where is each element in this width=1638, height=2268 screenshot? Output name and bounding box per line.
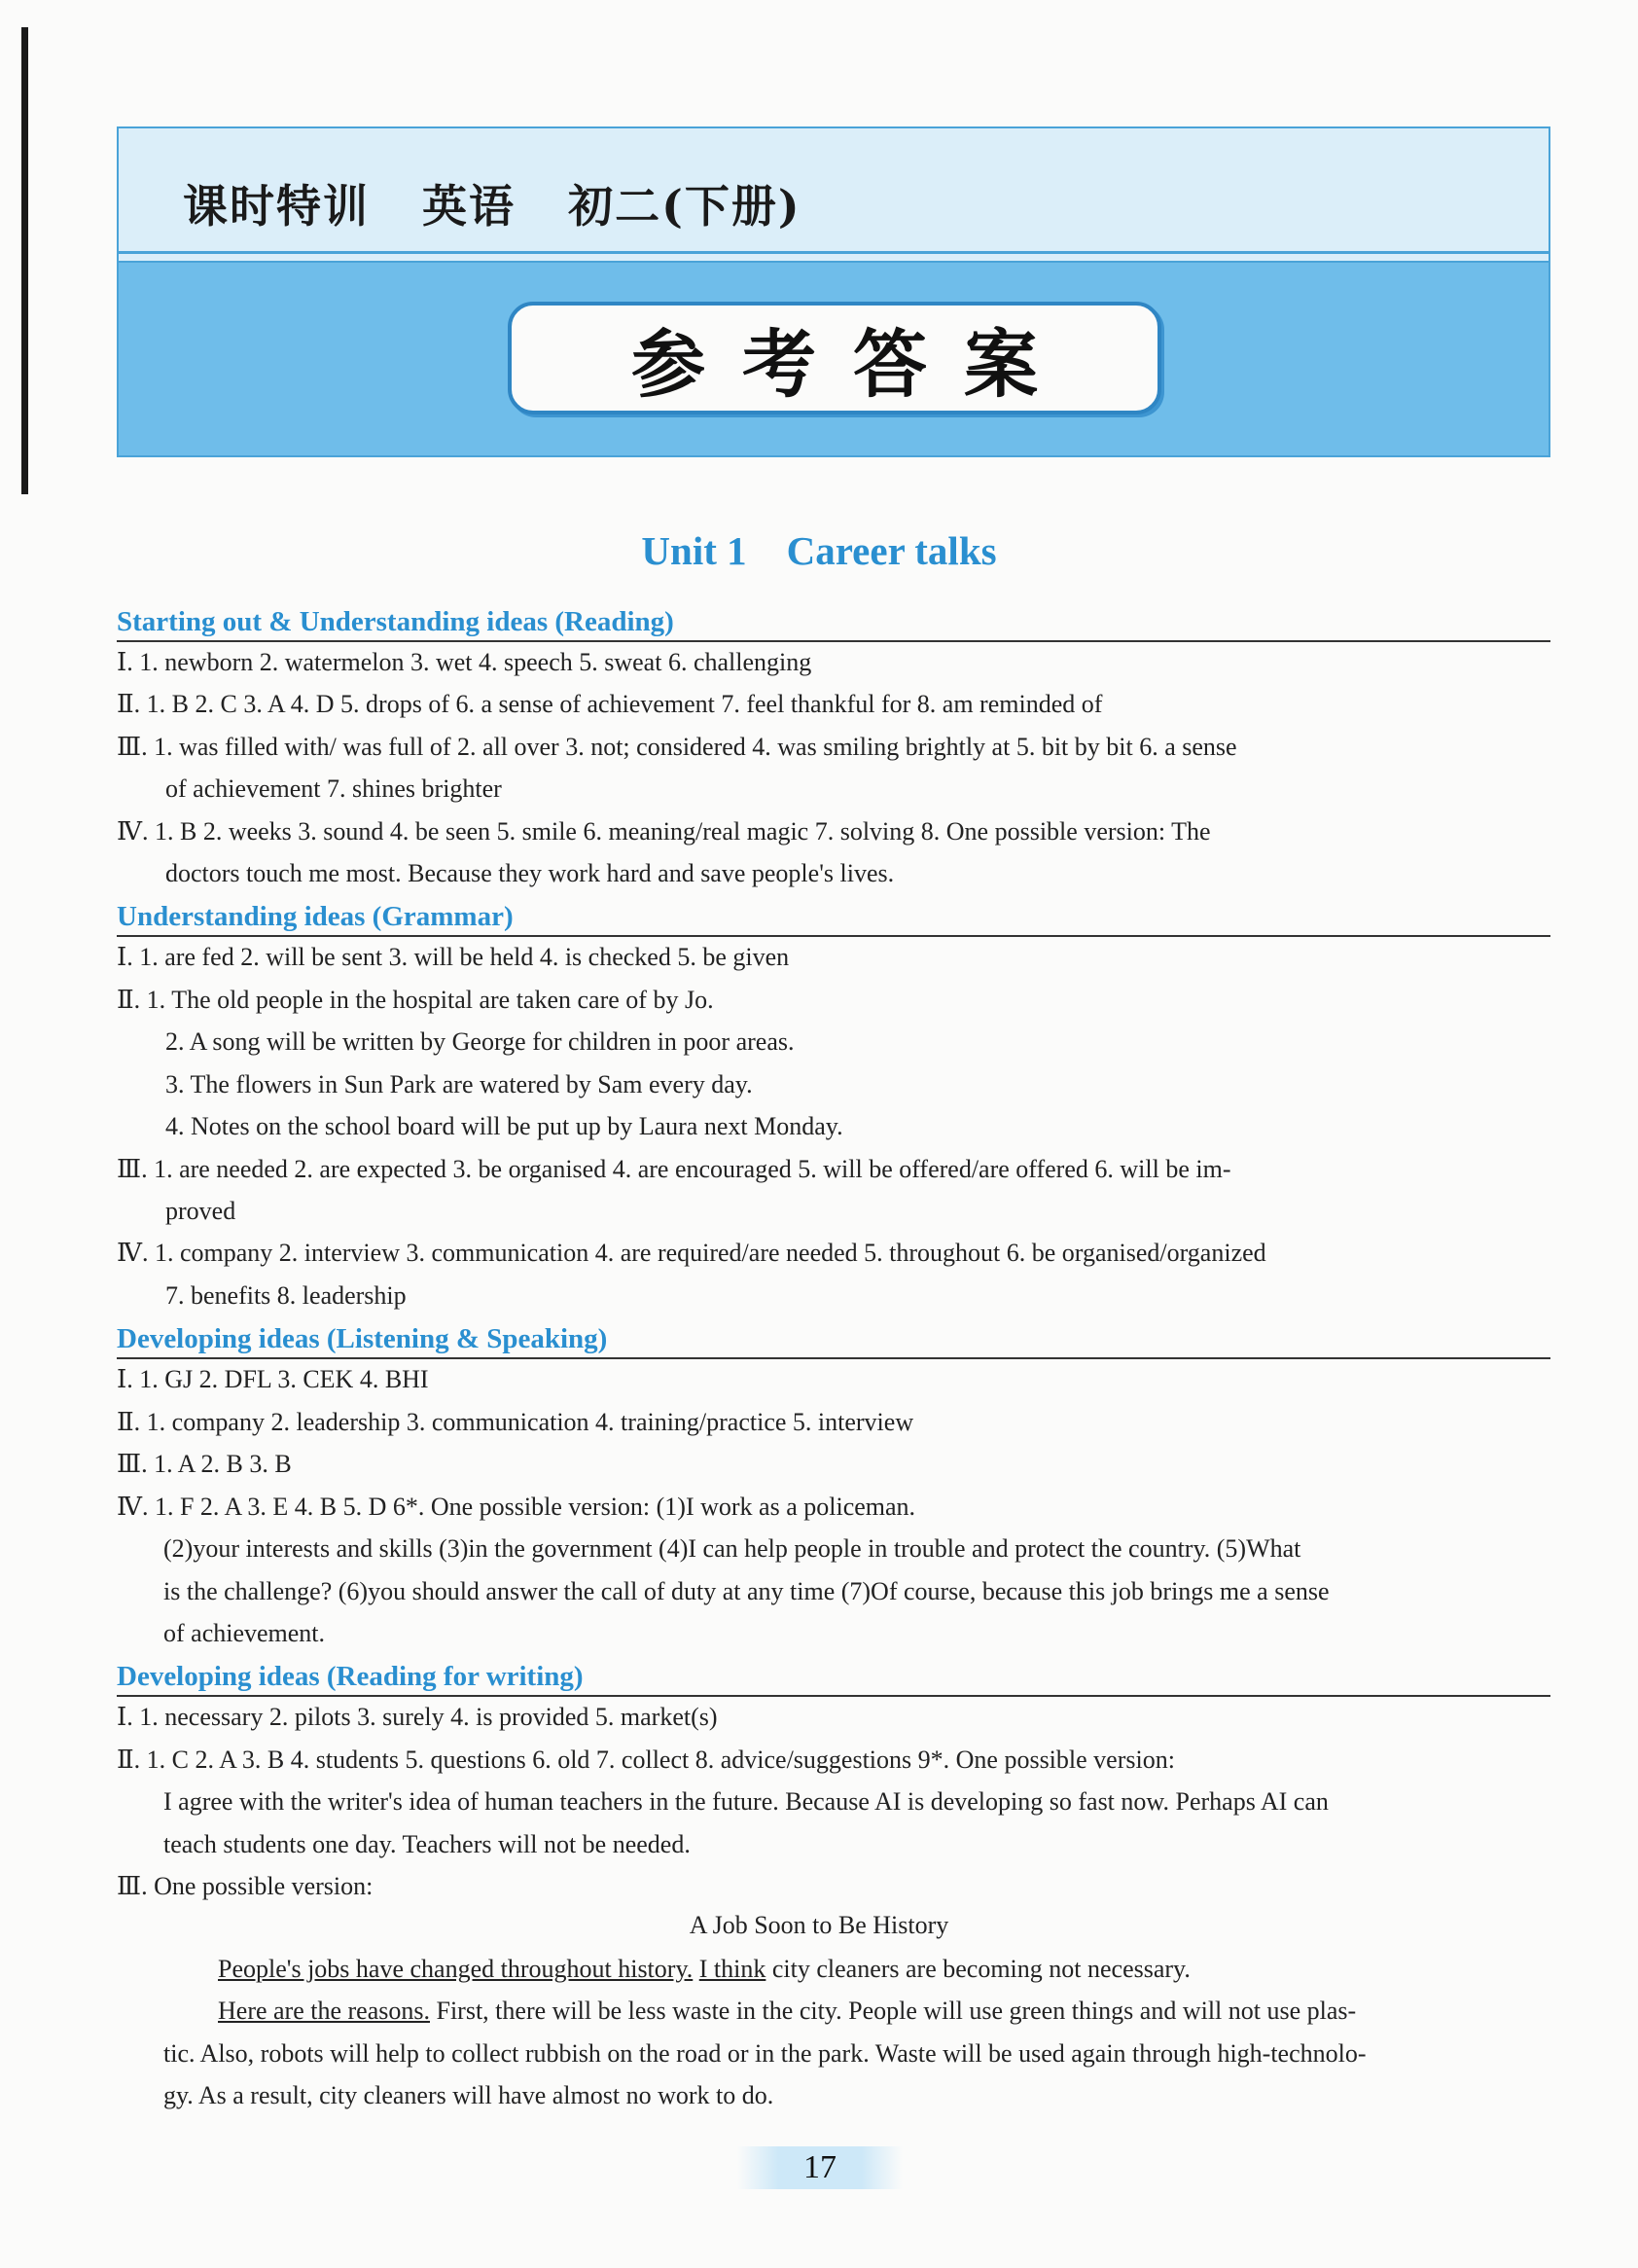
essay-underlined-reasons: Here are the reasons.: [218, 1997, 430, 2025]
answer-line: Ⅰ. 1. necessary 2. pilots 3. surely 4. is provided 5. market(s): [117, 1703, 718, 1731]
essay-text: First, there will be less waste in the city. People will use green things and will not use plas-: [430, 1997, 1357, 2025]
answer-line: 2. A song will be written by George for children in poor areas.: [165, 1027, 795, 1056]
header-banner: [119, 261, 1549, 455]
section-heading-grammar: Understanding ideas (Grammar): [117, 898, 1550, 937]
section-heading-listening: Developing ideas (Listening & Speaking): [117, 1320, 1550, 1359]
answer-line: is the challenge? (6)you should answer the call of duty at any time (7)Of course, because this job brings me a sense: [163, 1577, 1330, 1605]
essay-underlined-opinion: I think: [698, 1955, 766, 1983]
answer-line: Ⅱ. 1. B 2. C 3. A 4. D 5. drops of 6. a sense of achievement 7. feel thankful for 8. am reminded of: [117, 690, 1103, 718]
header-title-band: [119, 128, 1549, 254]
binding-edge: [21, 27, 28, 494]
section-heading-writing: Developing ideas (Reading for writing): [117, 1658, 1550, 1697]
answer-line: Ⅳ. 1. B 2. weeks 3. sound 4. be seen 5. smile 6. meaning/real magic 7. solving 8. One possible version: The: [117, 817, 1211, 846]
essay-line: tic. Also, robots will help to collect rubbish on the road or in the park. Waste will be used again through high-technolo-: [163, 2039, 1367, 2068]
page-header: [117, 126, 1550, 457]
answer-line: Ⅲ. 1. are needed 2. are expected 3. be organised 4. are encouraged 5. will be offered/are offered 6. will be im-: [117, 1155, 1231, 1183]
answer-line: 4. Notes on the school board will be put up by Laura next Monday.: [165, 1112, 843, 1140]
answer-line: of achievement.: [163, 1619, 326, 1647]
answer-line: Ⅱ. 1. company 2. leadership 3. communication 4. training/practice 5. interview: [117, 1408, 914, 1436]
essay-title: A Job Soon to Be History: [689, 1911, 949, 1939]
answer-line: Ⅳ. 1. company 2. interview 3. communication 4. are required/are needed 5. throughout 6. be organised/organized: [117, 1239, 1266, 1267]
answer-line: Ⅲ. 1. A 2. B 3. B: [117, 1450, 292, 1478]
essay-paragraph-2: [218, 1996, 1356, 2027]
answer-title: 参考答案: [631, 320, 1075, 408]
answer-line: I agree with the writer's idea of human teachers in the future. Because AI is developing so fast now. Perhaps AI can: [163, 1787, 1329, 1816]
answer-line: Ⅱ. 1. C 2. A 3. B 4. students 5. questions 6. old 7. collect 8. advice/suggestions 9*. One possible version:: [117, 1746, 1175, 1774]
answer-line: Ⅳ. 1. F 2. A 3. E 4. B 5. D 6*. One possible version: (1)I work as a policeman.: [117, 1493, 916, 1521]
unit-title: Unit 1 Career talks: [641, 528, 997, 573]
book-title: 课时特训 英语 初二(下册): [183, 180, 801, 233]
answer-line: teach students one day. Teachers will not be needed.: [163, 1830, 691, 1858]
answer-line: Ⅰ. 1. GJ 2. DFL 3. CEK 4. BHI: [117, 1365, 429, 1393]
answer-line: of achievement 7. shines brighter: [165, 774, 502, 803]
answer-line: (2)your interests and skills (3)in the government (4)I can help people in trouble and protect the country. (5)What: [163, 1534, 1301, 1563]
page-number: 17: [737, 2146, 903, 2189]
answer-line: Ⅲ. 1. was filled with/ was full of 2. all over 3. not; considered 4. was smiling brightly at 5. bit by bit 6. a sense: [117, 733, 1237, 761]
essay-text: city cleaners are becoming not necessary.: [766, 1955, 1191, 1983]
answer-title-box: [508, 302, 1161, 414]
answer-line: doctors touch me most. Because they work hard and save people's lives.: [165, 859, 895, 887]
section-heading-reading: Starting out & Understanding ideas (Reading): [117, 603, 1550, 642]
answer-line: proved: [165, 1197, 236, 1225]
essay-underlined-topic: People's jobs have changed throughout history.: [218, 1955, 694, 1983]
answer-line: 7. benefits 8. leadership: [165, 1281, 407, 1310]
answer-line: Ⅰ. 1. newborn 2. watermelon 3. wet 4. speech 5. sweat 6. challenging: [117, 648, 812, 676]
answer-line: 3. The flowers in Sun Park are watered by Sam every day.: [165, 1070, 753, 1098]
answer-line: Ⅲ. One possible version:: [117, 1872, 374, 1900]
essay-line: gy. As a result, city cleaners will have almost no work to do.: [163, 2081, 774, 2109]
answer-line: Ⅱ. 1. The old people in the hospital are taken care of by Jo.: [117, 986, 714, 1014]
essay-paragraph-1: [218, 1954, 1191, 1985]
answer-line: Ⅰ. 1. are fed 2. will be sent 3. will be held 4. is checked 5. be given: [117, 943, 790, 971]
